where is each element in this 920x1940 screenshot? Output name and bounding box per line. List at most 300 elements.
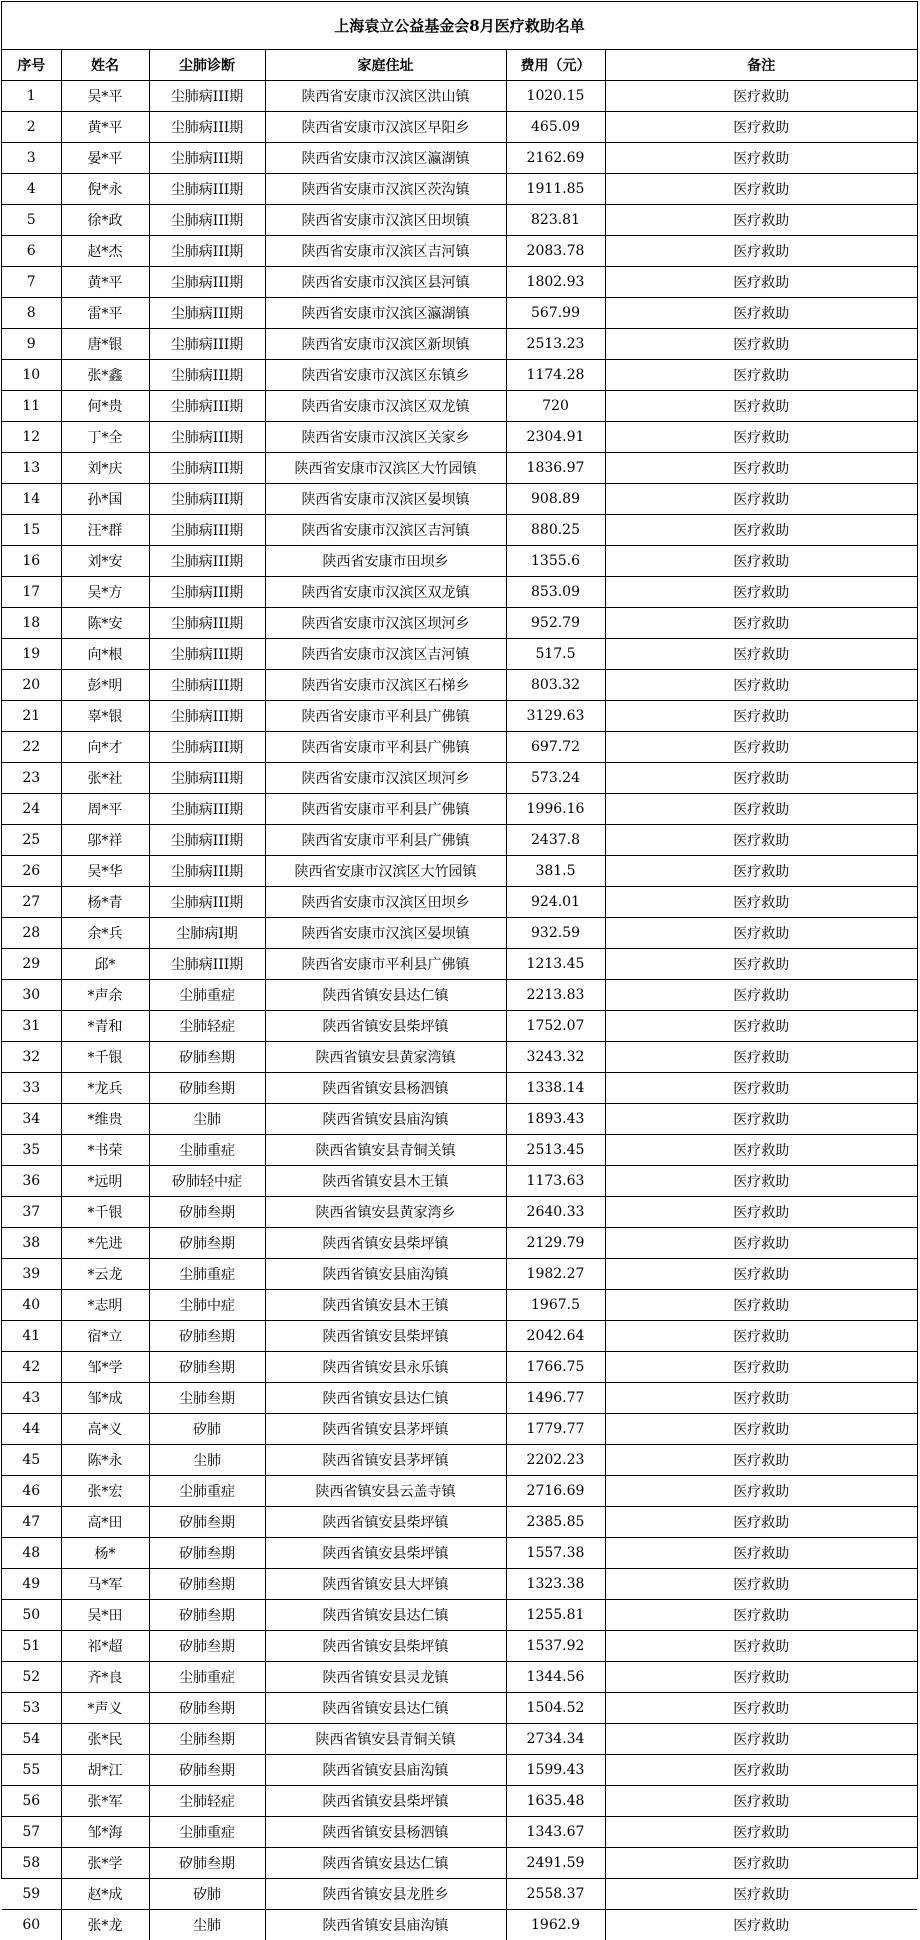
cell-diagnosis: 矽肺叁期 bbox=[149, 1631, 265, 1662]
cell-diagnosis: 尘肺轻症 bbox=[149, 1011, 265, 1042]
table-header-row bbox=[2, 50, 917, 81]
page-title: 上海袁立公益基金会8月医疗救助名单 bbox=[2, 2, 917, 50]
cell-diagnosis: 尘肺病III期 bbox=[149, 732, 265, 763]
cell-remark: 医疗救助 bbox=[605, 577, 917, 608]
cell-address: 陕西省安康市汉滨区大竹园镇 bbox=[265, 856, 506, 887]
cell-remark: 医疗救助 bbox=[605, 1755, 917, 1786]
table-row bbox=[2, 422, 917, 453]
cell-name: *维贵 bbox=[61, 1104, 149, 1135]
cell-remark: 医疗救助 bbox=[605, 1166, 917, 1197]
cell-remark: 医疗救助 bbox=[605, 1476, 917, 1507]
cell-address: 陕西省安康市汉滨区洪山镇 bbox=[265, 81, 506, 112]
table-row bbox=[2, 1135, 917, 1166]
cell-address: 陕西省镇安县青铜关镇 bbox=[265, 1135, 506, 1166]
table-row bbox=[2, 298, 917, 329]
cell-remark: 医疗救助 bbox=[605, 825, 917, 856]
cell-name: 杨* bbox=[61, 1538, 149, 1569]
cell-name: 周*平 bbox=[61, 794, 149, 825]
cell-address: 陕西省安康市汉滨区瀛湖镇 bbox=[265, 298, 506, 329]
cell-index: 58 bbox=[2, 1848, 61, 1879]
cell-diagnosis: 尘肺病III期 bbox=[149, 205, 265, 236]
cell-address: 陕西省镇安县达仁镇 bbox=[265, 1848, 506, 1879]
cell-diagnosis: 尘肺重症 bbox=[149, 1135, 265, 1166]
cell-index: 28 bbox=[2, 918, 61, 949]
cell-cost: 2437.8 bbox=[506, 825, 605, 856]
cell-index: 59 bbox=[2, 1879, 61, 1910]
table-row bbox=[2, 1197, 917, 1228]
cell-address: 陕西省安康市汉滨区双龙镇 bbox=[265, 577, 506, 608]
cell-diagnosis: 尘肺 bbox=[149, 1104, 265, 1135]
cell-remark: 医疗救助 bbox=[605, 267, 917, 298]
cell-remark: 医疗救助 bbox=[605, 1817, 917, 1848]
cell-address: 陕西省镇安县达仁镇 bbox=[265, 1693, 506, 1724]
cell-index: 3 bbox=[2, 143, 61, 174]
cell-address: 陕西省安康市汉滨区双龙镇 bbox=[265, 391, 506, 422]
table-row bbox=[2, 608, 917, 639]
cell-diagnosis: 尘肺中症 bbox=[149, 1290, 265, 1321]
cell-index: 9 bbox=[2, 329, 61, 360]
cell-diagnosis: 矽肺叁期 bbox=[149, 1693, 265, 1724]
cell-remark: 医疗救助 bbox=[605, 1228, 917, 1259]
cell-cost: 2213.83 bbox=[506, 980, 605, 1011]
cell-diagnosis: 尘肺病III期 bbox=[149, 112, 265, 143]
cell-address: 陕西省镇安县达仁镇 bbox=[265, 980, 506, 1011]
cell-cost: 1996.16 bbox=[506, 794, 605, 825]
cell-cost: 517.5 bbox=[506, 639, 605, 670]
cell-cost: 1911.85 bbox=[506, 174, 605, 205]
cell-name: 孙*国 bbox=[61, 484, 149, 515]
cell-cost: 1504.52 bbox=[506, 1693, 605, 1724]
table-row bbox=[2, 1383, 917, 1414]
cell-address: 陕西省镇安县灵龙镇 bbox=[265, 1662, 506, 1693]
cell-name: 赵*成 bbox=[61, 1879, 149, 1910]
cell-index: 46 bbox=[2, 1476, 61, 1507]
cell-index: 37 bbox=[2, 1197, 61, 1228]
cell-address: 陕西省安康市平利县广佛镇 bbox=[265, 732, 506, 763]
cell-index: 7 bbox=[2, 267, 61, 298]
cell-cost: 1173.63 bbox=[506, 1166, 605, 1197]
cell-remark: 医疗救助 bbox=[605, 1290, 917, 1321]
table-row bbox=[2, 1817, 917, 1848]
table-row bbox=[2, 670, 917, 701]
cell-remark: 医疗救助 bbox=[605, 1135, 917, 1166]
cell-remark: 医疗救助 bbox=[605, 1197, 917, 1228]
cell-index: 48 bbox=[2, 1538, 61, 1569]
cell-name: *声义 bbox=[61, 1693, 149, 1724]
cell-remark: 医疗救助 bbox=[605, 1259, 917, 1290]
cell-address: 陕西省镇安县柴坪镇 bbox=[265, 1786, 506, 1817]
cell-address: 陕西省镇安县黄家湾镇 bbox=[265, 1042, 506, 1073]
cell-cost: 2304.91 bbox=[506, 422, 605, 453]
cell-address: 陕西省镇安县柴坪镇 bbox=[265, 1507, 506, 1538]
cell-diagnosis: 尘肺病III期 bbox=[149, 267, 265, 298]
cell-index: 51 bbox=[2, 1631, 61, 1662]
cell-cost: 1599.43 bbox=[506, 1755, 605, 1786]
cell-index: 26 bbox=[2, 856, 61, 887]
cell-cost: 2129.79 bbox=[506, 1228, 605, 1259]
cell-index: 22 bbox=[2, 732, 61, 763]
cell-diagnosis: 尘肺轻症 bbox=[149, 1786, 265, 1817]
table-row bbox=[2, 1786, 917, 1817]
cell-diagnosis: 尘肺 bbox=[149, 1445, 265, 1476]
cell-remark: 医疗救助 bbox=[605, 1879, 917, 1910]
cell-index: 12 bbox=[2, 422, 61, 453]
cell-diagnosis: 尘肺重症 bbox=[149, 1259, 265, 1290]
cell-cost: 1635.48 bbox=[506, 1786, 605, 1817]
cell-cost: 1344.56 bbox=[506, 1662, 605, 1693]
cell-cost: 2513.45 bbox=[506, 1135, 605, 1166]
cell-diagnosis: 尘肺病III期 bbox=[149, 701, 265, 732]
cell-remark: 医疗救助 bbox=[605, 794, 917, 825]
table-row bbox=[2, 1042, 917, 1073]
cell-diagnosis: 尘肺 bbox=[149, 1910, 265, 1940]
table-row bbox=[2, 1910, 917, 1940]
cell-address: 陕西省镇安县庙沟镇 bbox=[265, 1104, 506, 1135]
cell-address: 陕西省安康市汉滨区新坝镇 bbox=[265, 329, 506, 360]
cell-address: 陕西省安康市汉滨区大竹园镇 bbox=[265, 453, 506, 484]
cell-address: 陕西省安康市汉滨区坝河乡 bbox=[265, 763, 506, 794]
cell-index: 31 bbox=[2, 1011, 61, 1042]
header-index: 序号 bbox=[2, 50, 61, 81]
cell-remark: 医疗救助 bbox=[605, 1600, 917, 1631]
table-row bbox=[2, 1104, 917, 1135]
cell-cost: 3129.63 bbox=[506, 701, 605, 732]
cell-remark: 医疗救助 bbox=[605, 856, 917, 887]
cell-name: 赵*杰 bbox=[61, 236, 149, 267]
cell-cost: 381.5 bbox=[506, 856, 605, 887]
cell-cost: 2491.59 bbox=[506, 1848, 605, 1879]
cell-remark: 医疗救助 bbox=[605, 1693, 917, 1724]
table-row bbox=[2, 515, 917, 546]
cell-cost: 1323.38 bbox=[506, 1569, 605, 1600]
cell-cost: 2162.69 bbox=[506, 143, 605, 174]
cell-remark: 医疗救助 bbox=[605, 1321, 917, 1352]
cell-diagnosis: 尘肺病III期 bbox=[149, 515, 265, 546]
cell-index: 50 bbox=[2, 1600, 61, 1631]
cell-diagnosis: 尘肺病III期 bbox=[149, 794, 265, 825]
cell-name: 吴*华 bbox=[61, 856, 149, 887]
cell-index: 44 bbox=[2, 1414, 61, 1445]
cell-remark: 医疗救助 bbox=[605, 1104, 917, 1135]
table-row bbox=[2, 329, 917, 360]
cell-name: 张*龙 bbox=[61, 1910, 149, 1940]
cell-name: 黄*平 bbox=[61, 267, 149, 298]
cell-remark: 医疗救助 bbox=[605, 949, 917, 980]
cell-diagnosis: 尘肺病III期 bbox=[149, 887, 265, 918]
cell-name: 倪*永 bbox=[61, 174, 149, 205]
table-row bbox=[2, 1321, 917, 1352]
cell-remark: 医疗救助 bbox=[605, 546, 917, 577]
cell-address: 陕西省安康市平利县广佛镇 bbox=[265, 701, 506, 732]
table-row bbox=[2, 794, 917, 825]
table-row bbox=[2, 918, 917, 949]
cell-address: 陕西省安康市汉滨区晏坝镇 bbox=[265, 918, 506, 949]
cell-index: 36 bbox=[2, 1166, 61, 1197]
cell-address: 陕西省安康市汉滨区吉河镇 bbox=[265, 639, 506, 670]
table-body bbox=[2, 81, 917, 1940]
cell-index: 11 bbox=[2, 391, 61, 422]
cell-remark: 医疗救助 bbox=[605, 298, 917, 329]
cell-address: 陕西省安康市汉滨区晏坝镇 bbox=[265, 484, 506, 515]
cell-name: 汪*群 bbox=[61, 515, 149, 546]
cell-address: 陕西省安康市汉滨区石梯乡 bbox=[265, 670, 506, 701]
cell-name: 陈*永 bbox=[61, 1445, 149, 1476]
cell-index: 2 bbox=[2, 112, 61, 143]
table-row bbox=[2, 1445, 917, 1476]
cell-cost: 1962.9 bbox=[506, 1910, 605, 1940]
cell-cost: 465.09 bbox=[506, 112, 605, 143]
cell-name: 丁*全 bbox=[61, 422, 149, 453]
table-row bbox=[2, 1228, 917, 1259]
cell-remark: 医疗救助 bbox=[605, 205, 917, 236]
cell-remark: 医疗救助 bbox=[605, 81, 917, 112]
cell-diagnosis: 矽肺叁期 bbox=[149, 1600, 265, 1631]
cell-index: 14 bbox=[2, 484, 61, 515]
cell-name: *千银 bbox=[61, 1197, 149, 1228]
table-row bbox=[2, 1631, 917, 1662]
cell-remark: 医疗救助 bbox=[605, 1848, 917, 1879]
cell-name: 张*宏 bbox=[61, 1476, 149, 1507]
cell-remark: 医疗救助 bbox=[605, 670, 917, 701]
cell-remark: 医疗救助 bbox=[605, 143, 917, 174]
cell-address: 陕西省镇安县杨泗镇 bbox=[265, 1817, 506, 1848]
cell-address: 陕西省镇安县柴坪镇 bbox=[265, 1631, 506, 1662]
table-row bbox=[2, 453, 917, 484]
cell-diagnosis: 矽肺 bbox=[149, 1879, 265, 1910]
cell-address: 陕西省安康市汉滨区茨沟镇 bbox=[265, 174, 506, 205]
cell-address: 陕西省安康市汉滨区吉河镇 bbox=[265, 515, 506, 546]
cell-remark: 医疗救助 bbox=[605, 1538, 917, 1569]
cell-index: 16 bbox=[2, 546, 61, 577]
cell-name: *云龙 bbox=[61, 1259, 149, 1290]
cell-cost: 1213.45 bbox=[506, 949, 605, 980]
cell-remark: 医疗救助 bbox=[605, 360, 917, 391]
table-row bbox=[2, 1879, 917, 1910]
table-row bbox=[2, 1259, 917, 1290]
cell-index: 19 bbox=[2, 639, 61, 670]
cell-index: 4 bbox=[2, 174, 61, 205]
cell-cost: 573.24 bbox=[506, 763, 605, 794]
cell-cost: 803.32 bbox=[506, 670, 605, 701]
cell-index: 10 bbox=[2, 360, 61, 391]
cell-name: 刘*庆 bbox=[61, 453, 149, 484]
cell-name: 陈*安 bbox=[61, 608, 149, 639]
cell-index: 47 bbox=[2, 1507, 61, 1538]
cell-diagnosis: 尘肺重症 bbox=[149, 1476, 265, 1507]
cell-cost: 567.99 bbox=[506, 298, 605, 329]
cell-index: 49 bbox=[2, 1569, 61, 1600]
table-row bbox=[2, 1538, 917, 1569]
cell-cost: 932.59 bbox=[506, 918, 605, 949]
cell-index: 56 bbox=[2, 1786, 61, 1817]
cell-name: 邹*学 bbox=[61, 1352, 149, 1383]
cell-name: 辜*银 bbox=[61, 701, 149, 732]
table-row bbox=[2, 1414, 917, 1445]
cell-index: 35 bbox=[2, 1135, 61, 1166]
cell-diagnosis: 尘肺病III期 bbox=[149, 546, 265, 577]
cell-diagnosis: 尘肺病III期 bbox=[149, 949, 265, 980]
cell-remark: 医疗救助 bbox=[605, 1414, 917, 1445]
cell-cost: 1020.15 bbox=[506, 81, 605, 112]
table-row bbox=[2, 763, 917, 794]
cell-diagnosis: 矽肺叁期 bbox=[149, 1538, 265, 1569]
table-row bbox=[2, 391, 917, 422]
cell-cost: 1766.75 bbox=[506, 1352, 605, 1383]
cell-index: 18 bbox=[2, 608, 61, 639]
cell-name: 徐*政 bbox=[61, 205, 149, 236]
cell-remark: 医疗救助 bbox=[605, 236, 917, 267]
cell-index: 52 bbox=[2, 1662, 61, 1693]
cell-cost: 908.89 bbox=[506, 484, 605, 515]
header-remark: 备注 bbox=[605, 50, 917, 81]
cell-remark: 医疗救助 bbox=[605, 329, 917, 360]
cell-index: 42 bbox=[2, 1352, 61, 1383]
cell-remark: 医疗救助 bbox=[605, 453, 917, 484]
cell-diagnosis: 尘肺病III期 bbox=[149, 608, 265, 639]
cell-name: 宿*立 bbox=[61, 1321, 149, 1352]
cell-name: 张*社 bbox=[61, 763, 149, 794]
cell-remark: 医疗救助 bbox=[605, 887, 917, 918]
cell-index: 24 bbox=[2, 794, 61, 825]
cell-index: 23 bbox=[2, 763, 61, 794]
cell-remark: 医疗救助 bbox=[605, 918, 917, 949]
cell-remark: 医疗救助 bbox=[605, 391, 917, 422]
cell-cost: 2083.78 bbox=[506, 236, 605, 267]
cell-remark: 医疗救助 bbox=[605, 763, 917, 794]
cell-cost: 853.09 bbox=[506, 577, 605, 608]
table-row bbox=[2, 1011, 917, 1042]
cell-diagnosis: 尘肺病III期 bbox=[149, 81, 265, 112]
table-row bbox=[2, 1476, 917, 1507]
cell-name: 邹*海 bbox=[61, 1817, 149, 1848]
cell-diagnosis: 矽肺叁期 bbox=[149, 1569, 265, 1600]
cell-address: 陕西省镇安县柴坪镇 bbox=[265, 1228, 506, 1259]
cell-cost: 1967.5 bbox=[506, 1290, 605, 1321]
cell-diagnosis: 矽肺 bbox=[149, 1414, 265, 1445]
cell-cost: 1557.38 bbox=[506, 1538, 605, 1569]
cell-name: 祁*超 bbox=[61, 1631, 149, 1662]
table-row bbox=[2, 267, 917, 298]
cell-index: 32 bbox=[2, 1042, 61, 1073]
cell-cost: 2385.85 bbox=[506, 1507, 605, 1538]
cell-cost: 924.01 bbox=[506, 887, 605, 918]
cell-diagnosis: 尘肺病III期 bbox=[149, 484, 265, 515]
cell-address: 陕西省镇安县黄家湾乡 bbox=[265, 1197, 506, 1228]
cell-name: 向*才 bbox=[61, 732, 149, 763]
cell-name: 杨*青 bbox=[61, 887, 149, 918]
cell-name: 张*军 bbox=[61, 1786, 149, 1817]
cell-remark: 医疗救助 bbox=[605, 1910, 917, 1940]
cell-cost: 823.81 bbox=[506, 205, 605, 236]
cell-cost: 720 bbox=[506, 391, 605, 422]
cell-address: 陕西省安康市汉滨区县河镇 bbox=[265, 267, 506, 298]
header-address: 家庭住址 bbox=[265, 50, 506, 81]
table-row bbox=[2, 949, 917, 980]
cell-remark: 医疗救助 bbox=[605, 1724, 917, 1755]
cell-name: 晏*平 bbox=[61, 143, 149, 174]
cell-name: 吴*平 bbox=[61, 81, 149, 112]
cell-index: 8 bbox=[2, 298, 61, 329]
table-row bbox=[2, 1290, 917, 1321]
table-row bbox=[2, 1569, 917, 1600]
cell-address: 陕西省安康市汉滨区田坝镇 bbox=[265, 205, 506, 236]
cell-diagnosis: 尘肺病III期 bbox=[149, 298, 265, 329]
cell-index: 5 bbox=[2, 205, 61, 236]
cell-index: 55 bbox=[2, 1755, 61, 1786]
header-name: 姓名 bbox=[61, 50, 149, 81]
cell-name: *青和 bbox=[61, 1011, 149, 1042]
cell-index: 43 bbox=[2, 1383, 61, 1414]
cell-diagnosis: 尘肺病III期 bbox=[149, 422, 265, 453]
cell-cost: 1537.92 bbox=[506, 1631, 605, 1662]
cell-cost: 2734.34 bbox=[506, 1724, 605, 1755]
table-row bbox=[2, 1755, 917, 1786]
cell-cost: 2042.64 bbox=[506, 1321, 605, 1352]
cell-index: 30 bbox=[2, 980, 61, 1011]
cell-name: *志明 bbox=[61, 1290, 149, 1321]
table-row bbox=[2, 1724, 917, 1755]
cell-index: 54 bbox=[2, 1724, 61, 1755]
cell-address: 陕西省镇安县茅坪镇 bbox=[265, 1445, 506, 1476]
cell-index: 41 bbox=[2, 1321, 61, 1352]
cell-name: 雷*平 bbox=[61, 298, 149, 329]
cell-remark: 医疗救助 bbox=[605, 1631, 917, 1662]
cell-name: *声余 bbox=[61, 980, 149, 1011]
table-row bbox=[2, 143, 917, 174]
cell-address: 陕西省镇安县达仁镇 bbox=[265, 1383, 506, 1414]
table-row bbox=[2, 81, 917, 112]
cell-diagnosis: 矽肺叁期 bbox=[149, 1073, 265, 1104]
cell-diagnosis: 尘肺病III期 bbox=[149, 329, 265, 360]
cell-name: 刘*安 bbox=[61, 546, 149, 577]
table-row bbox=[2, 980, 917, 1011]
cell-remark: 医疗救助 bbox=[605, 515, 917, 546]
cell-index: 34 bbox=[2, 1104, 61, 1135]
document-sheet bbox=[1, 1, 918, 1879]
cell-cost: 3243.32 bbox=[506, 1042, 605, 1073]
cell-cost: 1355.6 bbox=[506, 546, 605, 577]
cell-name: 吴*田 bbox=[61, 1600, 149, 1631]
table-row bbox=[2, 887, 917, 918]
cell-name: 张*学 bbox=[61, 1848, 149, 1879]
cell-diagnosis: 尘肺病III期 bbox=[149, 825, 265, 856]
cell-address: 陕西省镇安县柴坪镇 bbox=[265, 1538, 506, 1569]
cell-cost: 2716.69 bbox=[506, 1476, 605, 1507]
cell-cost: 880.25 bbox=[506, 515, 605, 546]
table-row bbox=[2, 205, 917, 236]
aid-table bbox=[2, 50, 917, 1940]
cell-remark: 医疗救助 bbox=[605, 1507, 917, 1538]
cell-remark: 医疗救助 bbox=[605, 639, 917, 670]
cell-address: 陕西省镇安县杨泗镇 bbox=[265, 1073, 506, 1104]
table-row bbox=[2, 1693, 917, 1724]
cell-name: 邹*成 bbox=[61, 1383, 149, 1414]
cell-diagnosis: 尘肺病III期 bbox=[149, 763, 265, 794]
table-row bbox=[2, 732, 917, 763]
table-row bbox=[2, 1352, 917, 1383]
cell-address: 陕西省镇安县木王镇 bbox=[265, 1290, 506, 1321]
cell-remark: 医疗救助 bbox=[605, 1786, 917, 1817]
table-row bbox=[2, 701, 917, 732]
cell-address: 陕西省安康市汉滨区吉河镇 bbox=[265, 236, 506, 267]
cell-address: 陕西省镇安县云盖寺镇 bbox=[265, 1476, 506, 1507]
cell-cost: 1802.93 bbox=[506, 267, 605, 298]
table-row bbox=[2, 1662, 917, 1693]
cell-remark: 医疗救助 bbox=[605, 1042, 917, 1073]
cell-diagnosis: 矽肺叁期 bbox=[149, 1352, 265, 1383]
cell-address: 陕西省镇安县茅坪镇 bbox=[265, 1414, 506, 1445]
cell-diagnosis: 尘肺病III期 bbox=[149, 143, 265, 174]
